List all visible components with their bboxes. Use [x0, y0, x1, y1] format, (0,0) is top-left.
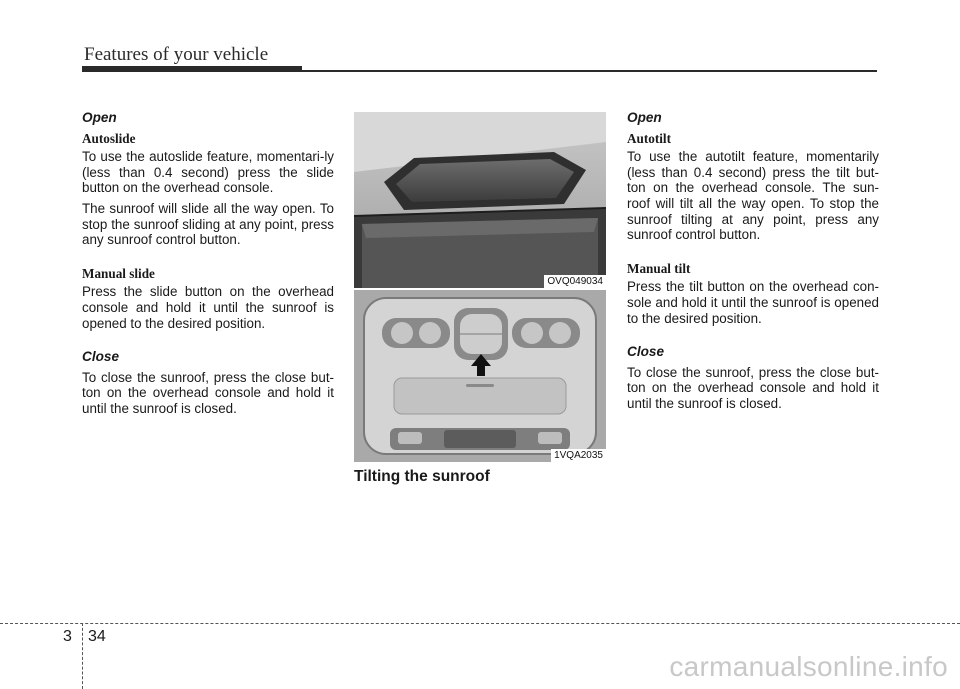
subheading-manual-slide: Manual slide	[82, 265, 155, 281]
subheading-manual-tilt: Manual tilt	[627, 260, 691, 276]
footer-rule-vertical	[82, 623, 83, 689]
figure-code-top: OVQ049034	[544, 275, 606, 288]
subheading-autoslide: Autoslide	[82, 130, 136, 146]
footer-rule-horizontal	[0, 623, 960, 624]
paragraph-autoslide-2: The sunroof will slide all the way open. To stop the sunroof sliding at any point, press any sunroof control button.	[82, 200, 334, 248]
figure-code-bottom: 1VQA2035	[551, 449, 606, 462]
chapter-number: 3	[63, 628, 72, 645]
section-heading-close: Close	[627, 344, 665, 360]
section-heading-open: Open	[627, 110, 662, 125]
paragraph-close: To close the sunroof, press the close but-ton on the overhead console and hold it until the sunroof is closed.	[82, 369, 334, 416]
watermark: carmanualsonline.info	[669, 651, 948, 682]
paragraph-manual-slide: Press the slide button on the overhead console and hold it until the sunroof is opened to the desired position.	[82, 284, 334, 331]
section-heading-close: Close	[82, 349, 120, 365]
page-number: 34	[88, 628, 106, 645]
overhead-console-photo	[354, 290, 606, 462]
page-header-title: Features of your vehicle	[84, 44, 269, 65]
left-column	[82, 110, 334, 422]
figure-caption: Tilting the sunroof	[354, 468, 490, 485]
overhead-console-illustration	[354, 290, 606, 462]
sunroof-photo	[354, 112, 606, 288]
subheading-autotilt: Autotilt	[627, 130, 671, 146]
header-rule-thin	[300, 70, 877, 72]
sunroof-illustration	[354, 112, 606, 288]
paragraph-autoslide-1: To use the autoslide feature, momentari-ly (less than 0.4 second) press the slide button on the overhead console.	[82, 149, 334, 196]
paragraph-close: To close the sunroof, press the close but-ton on the overhead console and hold it until the sunroof is closed.	[627, 364, 879, 411]
section-heading-open: Open	[82, 110, 117, 125]
right-column	[627, 110, 879, 417]
paragraph-manual-tilt: Press the tilt button on the overhead con-sole and hold it until the sunroof is opened to the desired position.	[627, 279, 879, 326]
header-rule-thick	[82, 66, 302, 72]
paragraph-autotilt: To use the autotilt feature, momentarily (less than 0.4 second) press the tilt but-ton on the overhead console. The sun-roof will tilt all the way open. To stop the sunroof tilting at any point, press any sunroof control button.	[627, 149, 879, 243]
